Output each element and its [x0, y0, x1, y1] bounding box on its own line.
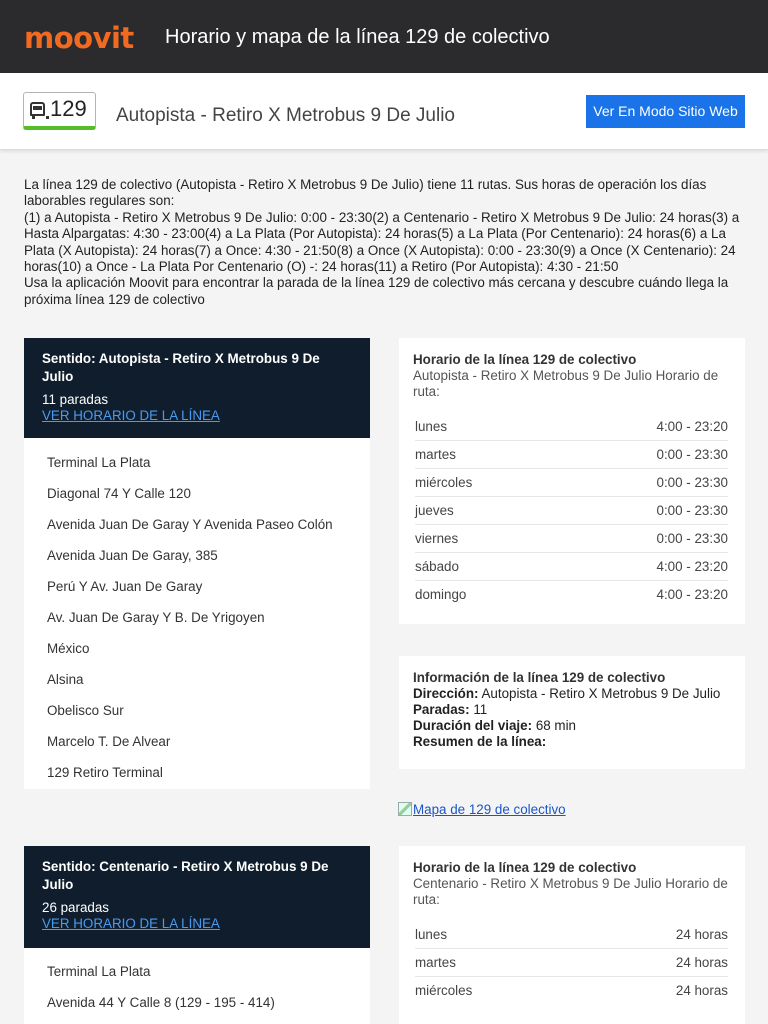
route-direction: Sentido: Centenario - Retiro X Metrobus 9 De Julio	[42, 859, 329, 892]
schedule-hours: 4:00 - 23:20	[656, 559, 728, 574]
map-link[interactable]	[398, 802, 566, 818]
schedule-hours: 0:00 - 23:30	[656, 531, 728, 546]
schedule-title: Horario de la línea 129 de colectivo	[413, 352, 637, 367]
line-number: 129	[50, 96, 87, 121]
row-divider	[415, 524, 728, 525]
info-direction	[413, 686, 731, 702]
list-item[interactable]: Avenida Juan De Garay Y Avenida Paseo Colón	[47, 517, 333, 532]
table-row	[415, 948, 728, 976]
list-item[interactable]: Perú Y Av. Juan De Garay	[47, 579, 203, 594]
page-title: Horario y mapa de la línea 129 de colectivo	[165, 26, 550, 48]
route-1-stops	[24, 438, 370, 789]
schedule-day: lunes	[415, 927, 448, 942]
row-divider	[415, 948, 728, 949]
schedule-hours: 24 horas	[675, 927, 728, 942]
list-item[interactable]: México	[47, 641, 90, 656]
map-link-text: Mapa de 129 de colectivo	[413, 802, 566, 817]
top-bar	[0, 0, 768, 73]
view-schedule-link[interactable]: VER HORARIO DE LA LÍNEA	[42, 408, 220, 423]
schedule-hours: 4:00 - 23:20	[656, 587, 728, 602]
table-row	[415, 412, 728, 440]
list-item[interactable]: 129 Retiro Terminal	[47, 765, 163, 780]
schedule-day: martes	[415, 955, 456, 970]
schedule-day: martes	[415, 447, 456, 462]
stop-count: 26 paradas	[42, 900, 110, 915]
table-row	[415, 496, 728, 524]
info-duration	[413, 718, 731, 734]
intro-line: (1) a Autopista - Retiro X Metrobus 9 De Julio: 0:00 - 23:30(2) a Centenario - Retiro X Metrobus 9 De Julio: 24 horas(3) a Hasta Alpargatas: 4:30 - 23:00(4) a La Plata (Por Autopista): 24 horas(5) a La Plata (Por Centenario): 24 horas(6) a La Plata (X Autopista): 24 horas(7) a Once: 4:30 - 21:50(8) a Once (X Autopista): 0:00 - 23:30(9) a Once (X Centenario): 24 horas(10) a Once - La Plata Por Centenario (O) -: 24 horas(11) a Retiro (Por Autopista): 4:30 - 21:50	[24, 209, 740, 275]
list-item[interactable]: Diagonal 74 Y Calle 120	[47, 486, 191, 501]
route-title: Autopista - Retiro X Metrobus 9 De Julio	[116, 105, 455, 126]
moovit-logo[interactable]: moovit	[24, 21, 134, 55]
route-direction: Sentido: Autopista - Retiro X Metrobus 9 De Julio	[42, 351, 320, 384]
schedule-hours: 0:00 - 23:30	[656, 503, 728, 518]
table-row	[415, 524, 728, 552]
list-item[interactable]: Av. Juan De Garay Y B. De Yrigoyen	[47, 610, 265, 625]
info-value: Autopista - Retiro X Metrobus 9 De Julio	[481, 686, 721, 701]
schedule-day: miércoles	[415, 983, 473, 998]
schedule-hours: 24 horas	[675, 983, 728, 998]
schedule-hours: 24 horas	[675, 955, 728, 970]
line-info-card	[399, 656, 745, 769]
schedule-hours: 0:00 - 23:30	[656, 447, 728, 462]
row-divider	[415, 440, 728, 441]
broken-image-icon	[398, 802, 412, 816]
route-2-header	[24, 846, 370, 948]
intro-line: La línea 129 de colectivo (Autopista - Retiro X Metrobus 9 De Julio) tiene 11 rutas. Sus horas de operación los días laborables regulares son:	[24, 177, 707, 209]
info-stops	[413, 702, 731, 718]
schedule-day: miércoles	[415, 475, 473, 490]
intro-line: Usa la aplicación Moovit para encontrar la parada de la línea 129 de colectivo más cercana y descubre cuándo llega la próxima línea 129 de colectivo	[24, 275, 729, 307]
table-row	[415, 440, 728, 468]
route-1-header	[24, 338, 370, 438]
row-divider	[415, 580, 728, 581]
list-item[interactable]: Terminal La Plata	[47, 455, 151, 470]
schedule-day: viernes	[415, 531, 459, 546]
route-2-stops	[24, 948, 370, 1024]
bus-icon	[30, 102, 45, 116]
schedule-card	[399, 338, 745, 624]
list-item[interactable]: Avenida 44 Y Calle 8 (129 - 195 - 414)	[47, 995, 275, 1010]
line-header	[0, 73, 768, 150]
info-label: Dirección:	[413, 686, 479, 701]
list-item[interactable]: Marcelo T. De Alvear	[47, 734, 171, 749]
row-divider	[415, 468, 728, 469]
view-site-button[interactable]: Ver En Modo Sitio Web	[586, 95, 745, 128]
line-badge	[23, 92, 96, 130]
schedule-day: domingo	[415, 587, 467, 602]
info-label: Duración del viaje:	[413, 718, 533, 733]
table-row	[415, 976, 728, 1004]
table-row	[415, 468, 728, 496]
table-row	[415, 580, 728, 608]
view-schedule-link[interactable]: VER HORARIO DE LA LÍNEA	[42, 916, 220, 931]
list-item[interactable]: Obelisco Sur	[47, 703, 124, 718]
row-divider	[415, 496, 728, 497]
stop-count: 11 paradas	[42, 392, 109, 407]
table-row	[415, 552, 728, 580]
schedule-subtitle: Autopista - Retiro X Metrobus 9 De Julio Horario de ruta:	[413, 368, 719, 399]
info-value: 68 min	[535, 718, 577, 733]
schedule-day: jueves	[415, 503, 454, 518]
info-label: Resumen de la línea:	[413, 734, 547, 749]
schedule-title: Horario de la línea 129 de colectivo	[413, 860, 637, 875]
intro-text	[24, 177, 744, 308]
list-item[interactable]: Avenida Juan De Garay, 385	[47, 548, 218, 563]
schedule-day: sábado	[415, 559, 459, 574]
list-item[interactable]: Terminal La Plata	[47, 964, 151, 979]
info-value: 11	[473, 702, 488, 717]
info-summary	[413, 734, 731, 750]
list-item[interactable]: Alsina	[47, 672, 84, 687]
row-divider	[415, 976, 728, 977]
row-divider	[415, 552, 728, 553]
schedule-hours: 0:00 - 23:30	[656, 475, 728, 490]
info-label: Paradas:	[413, 702, 470, 717]
table-row	[415, 920, 728, 948]
schedule-card	[399, 846, 745, 1024]
schedule-hours: 4:00 - 23:20	[656, 419, 728, 434]
schedule-subtitle: Centenario - Retiro X Metrobus 9 De Julio Horario de ruta:	[413, 876, 728, 907]
schedule-day: lunes	[415, 419, 448, 434]
info-title: Información de la línea 129 de colectivo	[413, 670, 666, 685]
